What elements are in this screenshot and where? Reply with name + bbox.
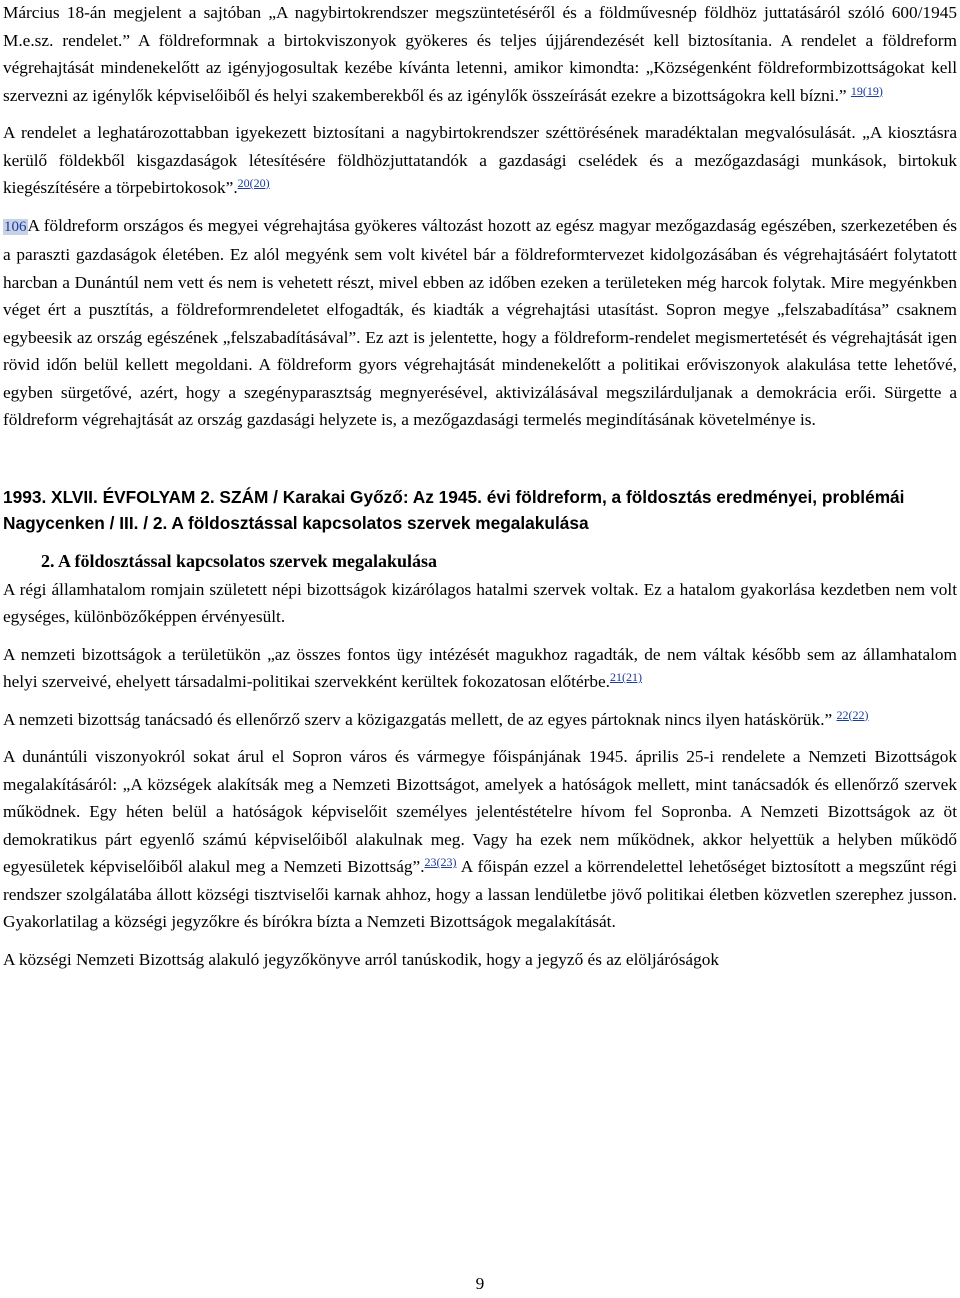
footnote-link[interactable]: 20(20) [237,176,270,190]
page-number: 9 [475,1274,485,1293]
document-page [3,0,957,973]
paragraph-text: A dunántúli viszonyokról sokat árul el Sopron város és vármegye főispánjának 1945. április 25-i rendelete a Nemzeti Bizottságok megalakításáról: „A községek alakítsák meg a Nemzeti Bizottságot, amelyek a hatóságok mellett, mint tanácsadók és ellenőrző szervek működnek. Egy héten belül a hatóságok képviselőit személyes jelentéstételre hívom fel Sopronba. A Nemzeti Bizottságok az öt demokratikus párt egyenlő számú képviselőiből alakulnak meg. Vagy ha ezek nem működnek, akkor helyettük a helyben működő egyesületek képviselőiből alakul meg a Nemzeti Bizottság”. [3,747,957,876]
paragraph [3,0,957,109]
paragraph [3,119,957,202]
article-header: 1993. XLVII. ÉVFOLYAM 2. SZÁM / Karakai Győző: Az 1945. évi földreform, a földosztás eredményei, problémái Nagycenken / III. / 2. A földosztással kapcsolatos szervek megalakulása [3,486,905,533]
footnote-link[interactable]: 22(22) [836,707,869,722]
paragraph-text: A földreform országos és megyei végrehajtása gyökeres változást hozott az egész magyar mezőgazdaság egészében, szerkezetében és a paraszti gazdaságok életében. Ez alól megyénk sem volt kivétel bár a földreformtervezet kidolgozásában és végrehajtásáért folytatott harcban a Dunántúl nem vett és nem is vehetett részt, mivel ebben az időben ezeken a területeken még harcok folytak. Mire megyénkben véget ért a pusztítás, a földreformrendeletet elfogadták, és kiadták a végrehajtási utasítást. Sopron megye „felszabadítása” csaknem egybeesik az ország egészének „felszabadításával”. Ez azt is jelentette, hogy a földreform-rendelet megismertetését és végrehajtását igen rövid időn belül kellett megoldani. A földreform gyors végrehajtását mindenekelőtt a politikai erőviszonyok alakulása tette lehetővé, egyben sürgetővé, azért, hogy a szegényparasztság megnyerésével, aktivizálásával megszilárduljanak a demokrácia erői. Sürgette a földreform végrehajtását az ország gazdasági helyzete is, a mezőgazdasági termelés megindításának követelménye is. [3,215,957,429]
paragraph-text: Március 18-án megjelent a sajtóban „A nagybirtokrendszer megszüntetéséről és a földművesnép földhöz juttatásáról szóló 600/1945 M.e.sz. rendelet.” A földreformnak a birtokviszonyok gyökeres és teljes újjárendezését kell biztosítania. A rendelet a földreform végrehajtását mindenekelőtt az igényjogosultak kezébe kívánta letenni, amikor kimondta: „Községenként földreformbizottságokat kell szervezni az igénylők képviselőiből és helyi szakemberekből és az igénylők összeírását ezekre a bizottságokra kell bízni.” [3,3,957,105]
paragraph [3,706,957,734]
paragraph-text: A rendelet a leghatározottabban igyekezett biztosítani a nagybirtokrendszer széttörésének maradéktalan megvalósulását. „A kiosztásra kerülő földekből kisgazdaságok létesítésére földhözjuttatandók a gazdasági cselédek és a mezőgazdasági munkások, birtokuk kiegészítésére a törpebirtokosok”. [3,123,957,197]
paragraph-text: A községi Nemzeti Bizottság alakuló jegyzőkönyve arról tanúskodik, hogy a jegyző és az elöljáróságok [3,949,720,969]
footnote-link[interactable]: 19(19) [850,83,883,98]
section-title: 2. A földosztással kapcsolatos szervek megalakulása [41,550,438,571]
paragraph [3,946,957,974]
footnote-link[interactable]: 23(23) [424,855,457,869]
paragraph [3,576,957,631]
page-reference-link[interactable]: 106 [4,218,27,235]
paragraph [3,641,957,696]
footnote-link[interactable]: 21(21) [610,670,642,684]
paragraph-text: A régi államhatalom romjain született népi bizottságok kizárólagos hatalmi szervek voltak. Ez a hatalom gyakorlása kezdetben nem volt egységes, különbözőképpen érvényesült. [3,579,957,626]
paragraph [3,212,957,434]
paragraph-text: A nemzeti bizottságok a területükön „az összes fontos ügy intézését magukhoz ragadták, de nem váltak később sem az államhatalom helyi szerveivé, ehelyett társadalmi-politikai szervekként kerültek fokozatosan előtérbe. [3,644,957,691]
paragraph-text: A főispán ezzel a körrendelettel lehetőséget biztosított a megszűnt régi rendszer szolgálatába állott községi tisztviselői karnak ahhoz, hogy a lassan lendületbe jövő politikai életben közvetlen szerephez jusson. Gyakorlatilag a községi jegyzőkre és bírókra bízta a Nemzeti Bizottságok megalakítását. [3,857,957,931]
paragraph [3,743,957,936]
paragraph-text: A nemzeti bizottság tanácsadó és ellenőrző szerv a közigazgatás mellett, de az egyes pártoknak nincs ilyen hatáskörük.” [3,709,837,729]
